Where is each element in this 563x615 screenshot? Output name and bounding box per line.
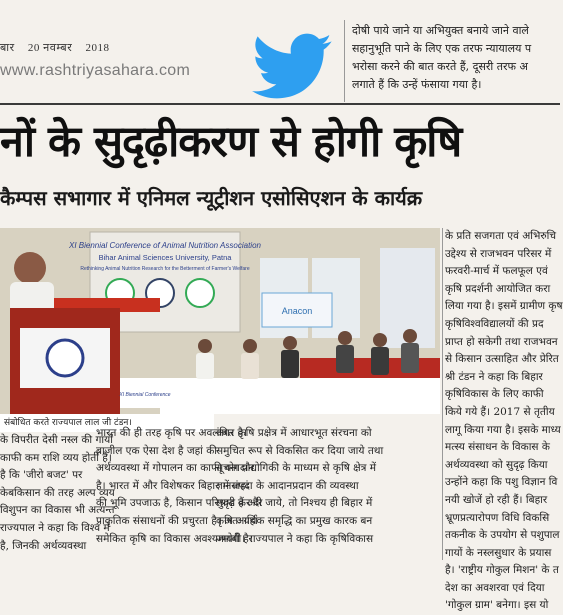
text-line: है। 'राष्ट्रीय गोकुल मिशन' के त — [445, 564, 559, 577]
photo-caption: संबोधित करते राज्यपाल लाल जी टंडन। — [0, 414, 214, 432]
text-line: से किसान उत्साहित और प्रेरित — [445, 353, 559, 366]
text-line: है कि 'जीरो बजट' पर — [0, 469, 83, 482]
text-line: देश का अवशरवा एवं दिया — [445, 581, 545, 594]
twitter-quote — [352, 22, 558, 94]
text-line: केबकिसान की तरह अल्प व्यय — [0, 486, 115, 499]
website-url: www.rashtriyasahara.com — [0, 62, 191, 79]
text-line: समेकित कृषि का विकास अवश्यम्भावी है। — [96, 532, 253, 545]
text-line: अगर कृषि प्रक्षेत्र में आधारभूत संरचना को — [216, 427, 372, 439]
text-line: भ्रूणप्रत्यारोपण विधि विकसि — [445, 511, 550, 524]
text-line: किये गये हैं। 2017 से तृतीय — [445, 405, 555, 418]
text-line: राज्यपाल ने कहा कि विश्व में — [0, 521, 110, 534]
text-line: कृषि प्रदर्शनी आयोजित करा — [445, 282, 551, 295]
quote-line: दोषी पाये जाने या अभियुक्त बनाये जाने वाले — [352, 24, 529, 37]
text-line: लिया गया है। इसमें ग्रामीण कृष — [445, 300, 563, 313]
text-line: उद्देश्य से राजभवन परिसर में — [445, 247, 552, 260]
date: 20 नवम्बर — [27, 42, 73, 54]
year: 2018 — [85, 42, 110, 54]
text-line: के प्रति सजगता एवं अभिरुचि — [445, 230, 557, 242]
article-column-2 — [96, 425, 263, 548]
text-line: कृषि आर्थिक समृद्धि का प्रमुख कारक बन — [216, 514, 373, 527]
text-line: फरवरी-मार्च में फलफूल एवं — [445, 265, 548, 278]
dateline — [0, 40, 119, 55]
event-photo-illustration — [0, 228, 440, 414]
text-line: अर्थव्यवस्था में गोपालन का काफी योगदान — [96, 462, 255, 475]
headline: नों के सुदृढ़ीकरण से होगी कृषि — [0, 117, 462, 167]
text-line: है। भारत में और विशेषकर बिहार में जहां — [96, 479, 249, 492]
text-line: कृषिविकास के लिए काफी — [445, 388, 544, 401]
banner-title: XI Biennial Conference of Animal Nutrition Association — [69, 241, 261, 250]
text-line: जायेगी। राज्यपाल ने कहा कि कृषिविकास — [216, 532, 374, 545]
column-divider — [344, 20, 345, 102]
text-line: ब्राजील एक ऐसा देश है जहां की — [96, 444, 218, 457]
quote-line: सहानुभूति पाने के लिए एक तरफ न्यायालय प — [352, 42, 532, 55]
text-line: प्राकृतिक संसाधनों की प्रचुरता है। अतः यहां — [96, 514, 258, 527]
text-line: की भूमि उपजाऊ है, किसान परिश्रमी हैं और — [96, 497, 263, 510]
text-line: के विपरीत देसी नस्ल की गायों — [0, 434, 113, 446]
text-line: सूचना प्रौद्योगिकी के माध्यम से कृषि क्षेत्र में — [216, 462, 377, 475]
article-column-right — [445, 228, 563, 615]
text-line: अर्थव्यवस्था को सुदृढ़ किया — [445, 458, 548, 471]
banner-subtitle: Bihar Animal Sciences University, Patna — [98, 253, 232, 262]
header-rule — [0, 103, 560, 105]
subheadline: कैम्पस सभागार में एनिमल न्यूट्रीशन एसोसिएशन के कार्यक्र — [0, 186, 423, 210]
podium-text: XI Biennial Conference — [119, 392, 171, 398]
text-line: नयी खोजें हो रही हैं। बिहार — [445, 493, 548, 506]
event-photo — [0, 228, 440, 414]
twitter-bird-icon — [250, 26, 336, 106]
quote-line: लगाते हैं कि उन्हें फंसाया गया है। — [352, 78, 482, 91]
column-divider — [442, 228, 443, 560]
weekday: बार — [0, 42, 15, 54]
text-line: सुदृढ़ कर दी जाये, तो निश्चय ही बिहार में — [216, 497, 373, 510]
text-line: ज्ञानसंपदा के आदानप्रदान की व्यवस्था — [216, 479, 359, 492]
article-column-3 — [216, 425, 384, 548]
screen-label: Anacon — [281, 306, 313, 316]
text-line: मत्स्य संसाधन के विकास के — [445, 441, 550, 454]
text-line: प्राप्त हो सकेगी तथा राजभवन — [445, 335, 558, 348]
quote-line: भरोसा करने की बात करते हैं, दूसरी तरफ अ — [352, 60, 528, 73]
text-line: उन्होंने कहा कि पशु विज्ञान वि — [445, 476, 558, 489]
text-line: विशुपन का विकास भी अत्यन्त — [0, 504, 115, 517]
text-line: समुचित रूप से विकसित कर दिया जाये तथा — [216, 444, 384, 457]
text-line: भारत की ही तरह कृषि पर अवलंबित है। — [96, 427, 248, 439]
text-line: कृषिविश्वविद्यालयों की प्रद — [445, 317, 544, 330]
text-line: श्री टंडन ने कहा कि बिहार — [445, 370, 543, 383]
article-column-1 — [0, 432, 115, 555]
banner-note: Rethinking Animal Nutrition Research for the Betterment of Farmer's Welfare — [80, 266, 250, 272]
text-line: काफी कम राशि व्यय होती है। — [0, 451, 112, 464]
text-line: तकनीक के उपयोग से पशुपाल — [445, 529, 560, 542]
text-line: लागू किया गया है। इसके माध्य — [445, 423, 561, 436]
text-line: गायों के नस्लसुधार के प्रयास — [445, 546, 552, 559]
text-line: 'गोकुल ग्राम' बनेगा। इस यो — [445, 599, 549, 612]
text-line: है, जिनकी अर्थव्यवस्था — [0, 539, 87, 552]
